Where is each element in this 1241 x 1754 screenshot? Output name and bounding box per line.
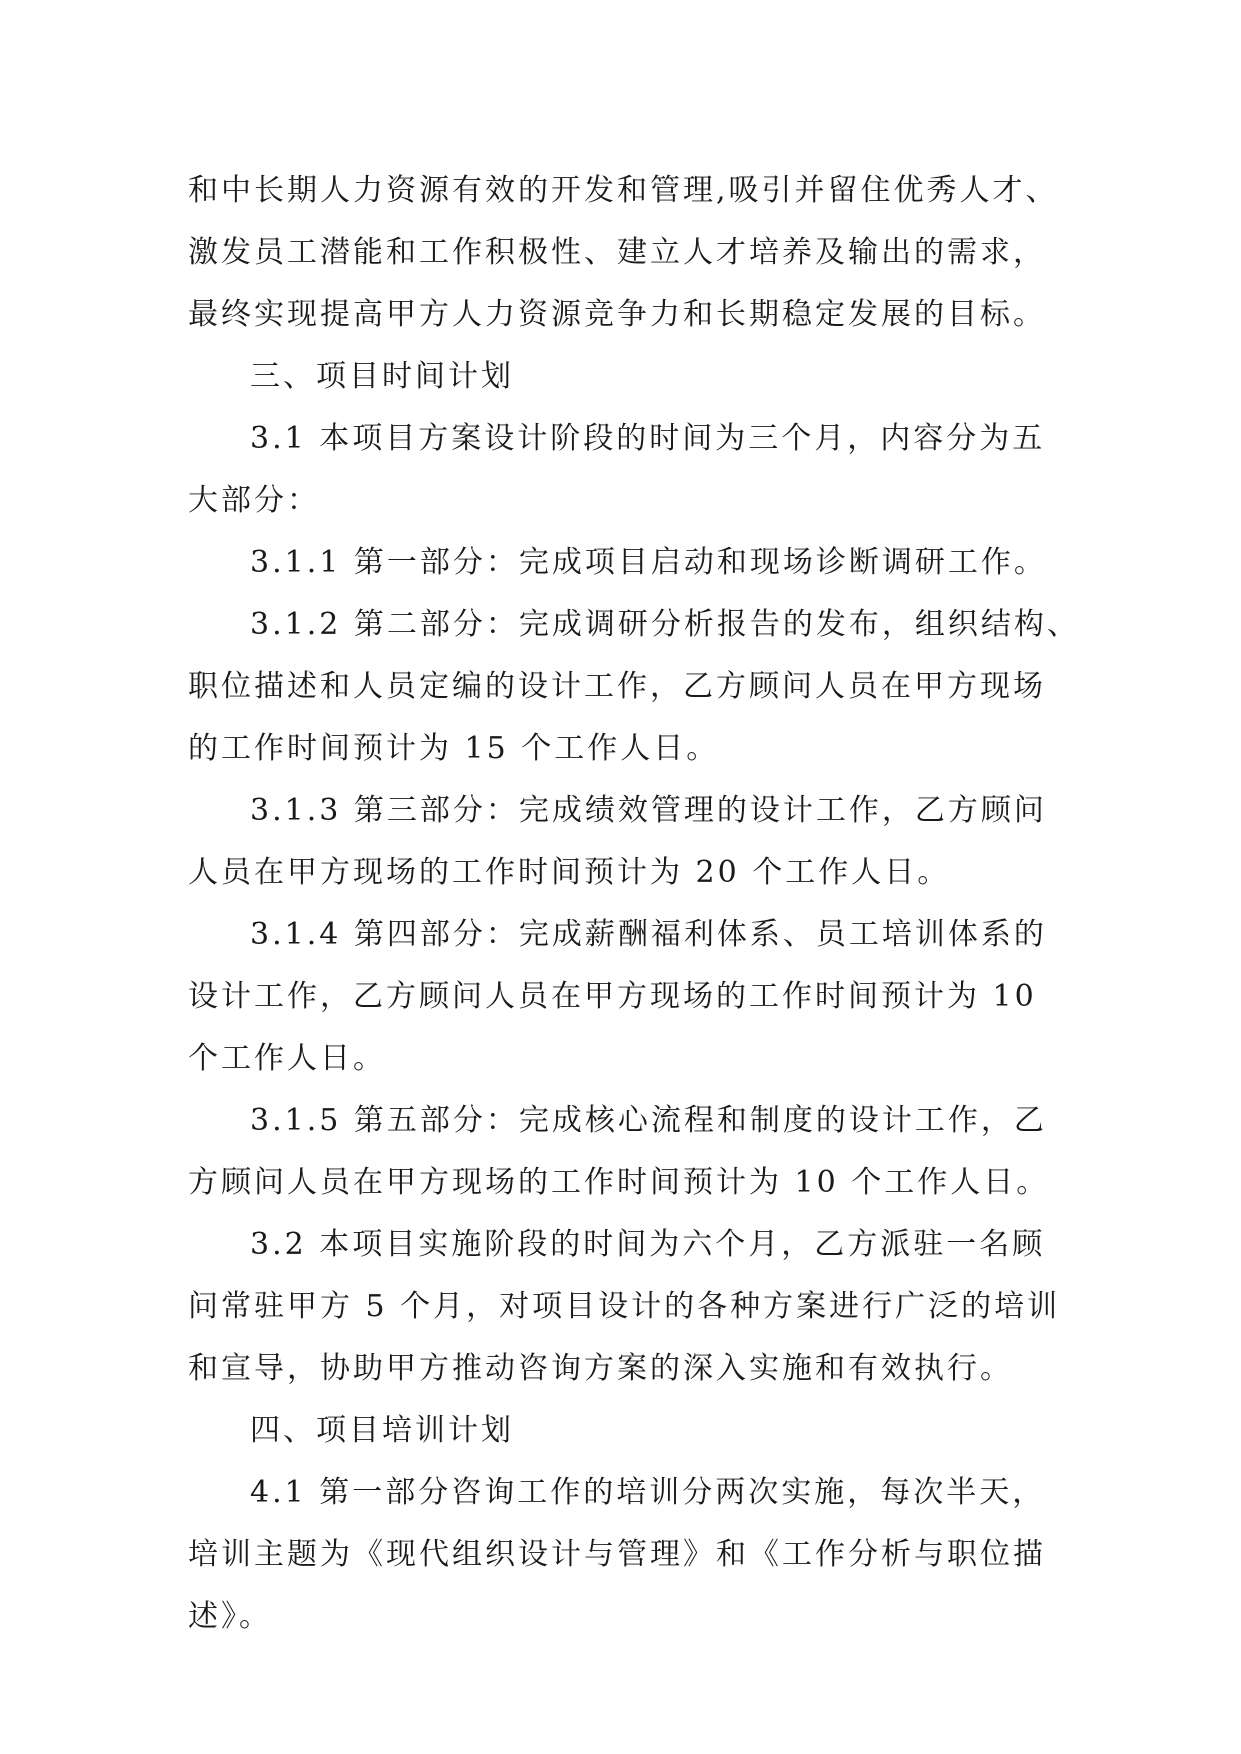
paragraph-line: 问常驻甲方 5 个月，对项目设计的各种方案进行广泛的培训 xyxy=(188,1289,1061,1324)
paragraph-line: 4.1 第一部分咨询工作的培训分两次实施，每次半天， xyxy=(250,1475,1046,1510)
paragraph-line: 3.1.3 第三部分：完成绩效管理的设计工作，乙方顾问 xyxy=(250,793,1047,828)
paragraph-line: 3.1.2 第二部分：完成调研分析报告的发布，组织结构、 xyxy=(250,607,1080,642)
section-heading-training-plan: 四、项目培训计划 xyxy=(250,1413,514,1448)
paragraph-line: 3.1.1 第一部分：完成项目启动和现场诊断调研工作。 xyxy=(250,545,1047,580)
paragraph-line: 3.1.5 第五部分：完成核心流程和制度的设计工作，乙 xyxy=(250,1103,1047,1138)
paragraph-line: 方顾问人员在甲方现场的工作时间预计为 10 个工作人日。 xyxy=(188,1165,1050,1200)
document-body xyxy=(188,160,1080,1648)
section-heading-time-plan: 三、项目时间计划 xyxy=(250,359,514,394)
paragraph-line: 述》。 xyxy=(188,1599,272,1634)
paragraph-line: 大部分： xyxy=(188,483,320,518)
paragraph-line: 3.1 本项目方案设计阶段的时间为三个月，内容分为五 xyxy=(250,421,1046,456)
paragraph-line: 3.1.4 第四部分：完成薪酬福利体系、员工培训体系的 xyxy=(250,917,1047,952)
paragraph-line: 最终实现提高甲方人力资源竞争力和长期稳定发展的目标。 xyxy=(188,297,1046,332)
paragraph-line: 培训主题为《现代组织设计与管理》和《工作分析与职位描 xyxy=(188,1537,1046,1572)
paragraph-line: 设计工作，乙方顾问人员在甲方现场的工作时间预计为 10 xyxy=(188,979,1037,1014)
paragraph-line: 激发员工潜能和工作积极性、建立人才培养及输出的需求， xyxy=(188,235,1046,270)
paragraph-line: 个工作人日。 xyxy=(188,1041,386,1076)
paragraph-line: 3.2 本项目实施阶段的时间为六个月，乙方派驻一名顾 xyxy=(250,1227,1046,1262)
paragraph-line: 的工作时间预计为 15 个工作人日。 xyxy=(188,731,720,766)
paragraph-line: 和宣导，协助甲方推动咨询方案的深入实施和有效执行。 xyxy=(188,1351,1013,1386)
paragraph-line: 和中长期人力资源有效的开发和管理,吸引并留住优秀人才、 xyxy=(188,173,1059,208)
paragraph-line: 人员在甲方现场的工作时间预计为 20 个工作人日。 xyxy=(188,855,951,890)
paragraph-line: 职位描述和人员定编的设计工作，乙方顾问人员在甲方现场 xyxy=(188,669,1046,704)
